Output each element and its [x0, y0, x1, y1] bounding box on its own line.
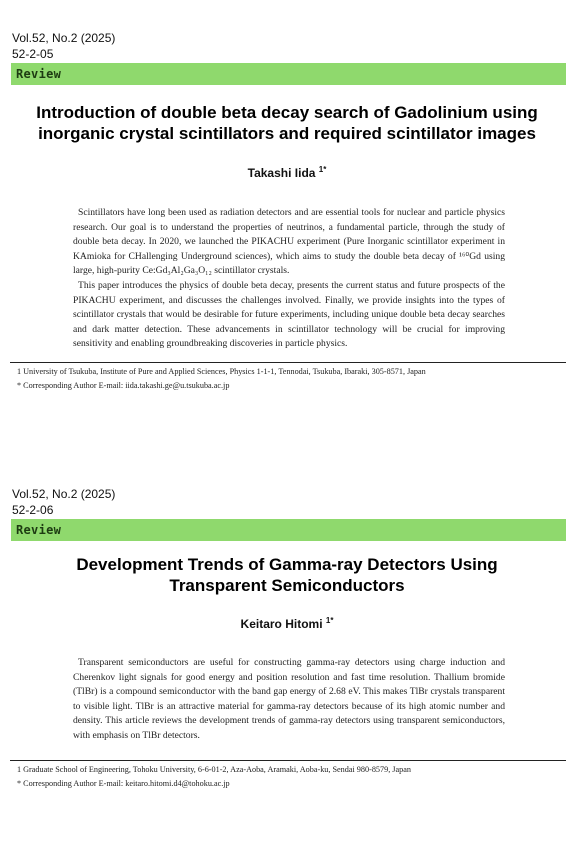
- author-affiliation-mark: 1*: [325, 616, 334, 625]
- corresponding-author-footnote: * Corresponding Author E-mail: keitaro.hitomi.d4@tohoku.ac.jp: [17, 778, 230, 788]
- section-label: Review: [16, 523, 62, 537]
- abstract-paragraph: Scintillators have long been used as radiation detectors and are essential tools for nuclear and particle physics research. Our goal is to understand the properties of neutrinos, a fundamental particle, through the study of double beta decay. In 2020, we launched the PIKACHU experiment (Pure Inorganic scintillator experiment in KAmioka for CHallenging Underground sciences), which aims to study the double beta decay of ¹⁶⁰Gd using large, high-purity Ce:Gd₃Al₂Ga₃O₁₂ scintillator crystals.: [73, 207, 505, 277]
- abstract: [73, 656, 505, 744]
- article-id: 52-2-05: [12, 47, 54, 61]
- article-52-2-05: [0, 30, 574, 391]
- author-line: [0, 163, 574, 180]
- section-header-bar: [11, 519, 566, 541]
- author-name: Keitaro Hitomi: [240, 617, 323, 631]
- footnote-divider: [10, 362, 566, 363]
- abstract-paragraph: Transparent semiconductors are useful for constructing gamma-ray detectors using charge induction and Cherenkov light signals for good energy and position resolution and fast time resolution. Thallium bromide (TlBr) is a compound semiconductor with the band gap energy of 2.68 eV. This makes TlBr crystals transparent to visible light. TlBr is an attractive material for gamma-ray detectors because of its high atomic number and density. This article reviews the development trends of gamma-ray detectors using transparent semiconductors, with emphasis on TlBr detectors.: [73, 657, 505, 741]
- article-title-line: Introduction of double beta decay search of Gadolinium using: [36, 103, 538, 122]
- article-title-line: inorganic crystal scintillators and required scintillator images: [38, 124, 536, 143]
- volume-info: Vol.52, No.2 (2025): [12, 31, 116, 45]
- article-title-line: Transparent Semiconductors: [169, 575, 405, 595]
- footnote-divider: [10, 760, 566, 761]
- corresponding-author-footnote: * Corresponding Author E-mail: iida.takashi.ge@u.tsukuba.ac.jp: [17, 380, 230, 390]
- abstract: [73, 206, 505, 352]
- article-title: [8, 555, 566, 596]
- author-name: Takashi Iida: [247, 166, 316, 180]
- author-line: [0, 614, 574, 631]
- article-id: 52-2-06: [12, 503, 54, 517]
- section-label: Review: [16, 67, 62, 81]
- article-title: [8, 102, 566, 144]
- article-52-2-06: [0, 486, 574, 789]
- abstract-paragraph: This paper introduces the physics of double beta decay, presents the current status and future prospects of the PIKACHU experiment, and discusses the challenges involved. Finally, we provide insights into the types of scintillator crystals that would be desirable for future experiments, including unique double beta decay searches and dark matter detection. These advancements in scintillator technology will be crucial for improving sensitivity and enabling groundbreaking discoveries in particle physics.: [73, 279, 505, 350]
- affiliation-footnote: 1 Graduate School of Engineering, Tohoku University, 6-6-01-2, Aza-Aoba, Aramaki, Aoba-ku, Sendai 980-8579, Japan: [17, 764, 411, 774]
- volume-info: Vol.52, No.2 (2025): [12, 487, 116, 501]
- section-header-bar: [11, 63, 566, 85]
- article-title-line: Development Trends of Gamma-ray Detectors Using: [76, 555, 498, 574]
- author-affiliation-mark: 1*: [318, 165, 327, 174]
- affiliation-footnote: 1 University of Tsukuba, Institute of Pure and Applied Sciences, Physics 1-1-1, Tennodai, Tsukuba, Ibaraki, 305-8571, Japan: [17, 366, 426, 376]
